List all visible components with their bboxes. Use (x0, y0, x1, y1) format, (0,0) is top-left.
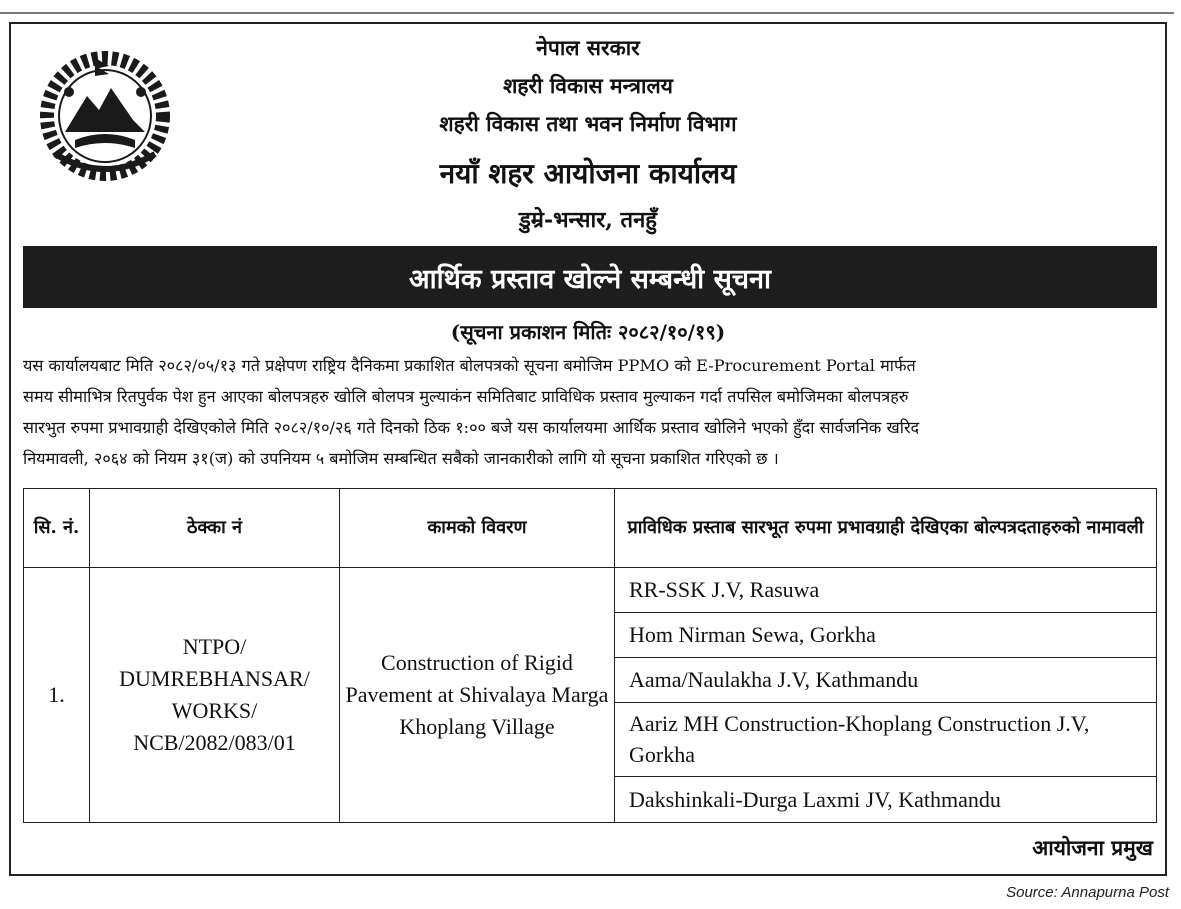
ministry-name: शहरी विकास मन्त्रालय (503, 73, 673, 98)
signatory-title: आयोजना प्रमुख (1032, 835, 1153, 860)
office-name: नयाँ शहर आयोजना कार्यालय (439, 157, 737, 190)
row-sn: 1. (24, 568, 90, 823)
header-contract: ठेक्का नं (90, 489, 340, 568)
source-credit: Source: Annapurna Post (1006, 884, 1169, 901)
bidder-item: RR-SSK J.V, Rasuwa (615, 568, 1156, 613)
header-description: कामको विवरण (340, 489, 615, 568)
notice-title-banner (23, 246, 1157, 308)
government-name: नेपाल सरकार (536, 35, 640, 60)
table-header-row (24, 489, 1157, 568)
department-name: शहरी विकास तथा भवन निर्माण विभाग (439, 111, 737, 136)
publication-date: (सूचना प्रकाशन मितिः २०८२/१०/१९) (450, 320, 726, 344)
notice-body (23, 350, 1157, 474)
body-line-4: नियमावली, २०६४ को नियम ३१(ज) को उपनियम ५ बमोजिम सम्बन्धित सबैको जानकारीको लागि यो सूचना प्रकाशित गरिएको छ । (23, 449, 779, 468)
bidder-list (615, 568, 1156, 822)
body-line-3: सारभुत रुपमा प्रभावग्राही देखिएकोले मिति २०८२/१०/२६ गते दिनको ठिक १:०० बजे यस कार्यालयमा आर्थिक प्रस्ताव खोलिने भएको हुँदा सार्वजनिक खरिद (23, 418, 920, 437)
bidder-item: Aariz MH Construction-Khoplang Construction J.V, Gorkha (615, 703, 1156, 777)
header-sn: सि. नं. (24, 489, 90, 568)
body-line-2: समय सीमाभित्र रितपुर्वक पेश हुन आएका बोलपत्रहरु खोलि बोलपत्र मुल्याकंन समितिबाट प्राविधिक प्रस्ताव मुल्याकन गर्दा तपसिल बमोजिमका बोलपत्रहरु (23, 387, 909, 406)
office-location: डुम्रे-भन्सार, तनहुँ (519, 207, 657, 233)
bidder-item: Dakshinkali-Durga Laxmi JV, Kathmandu (629, 786, 1001, 812)
notice-title: आर्थिक प्रस्ताव खोल्ने सम्बन्धी सूचना (409, 263, 771, 295)
bidders-table (23, 488, 1157, 823)
top-divider (0, 12, 1174, 14)
row-description: Construction of Rigid Pavement at Shivalaya Marga Khoplang Village (340, 568, 615, 823)
header-bidders: प्राविधिक प्रस्ताब सारभूत रुपमा प्रभावग्राही देखिएका बोल्पत्रदताहरुको नामावली (615, 489, 1157, 568)
row-bidders-cell (615, 568, 1157, 823)
notice-frame (9, 22, 1167, 876)
body-line-1: यस कार्यालयबाट मिति २०८२/०५/१३ गते प्रक्षेपण राष्ट्रिय दैनिकमा प्रकाशित बोलपत्रको सूचना बमोजिम PPMO को E-Procurement Portal मार्फत (23, 356, 916, 375)
row-contract: NTPO/ DUMREBHANSAR/ WORKS/ NCB/2082/083/01 (90, 568, 340, 823)
table-row (24, 568, 1157, 823)
bidder-item: Aama/Naulakha J.V, Kathmandu (615, 658, 1156, 703)
bidder-item: Hom Nirman Sewa, Gorkha (615, 613, 1156, 658)
